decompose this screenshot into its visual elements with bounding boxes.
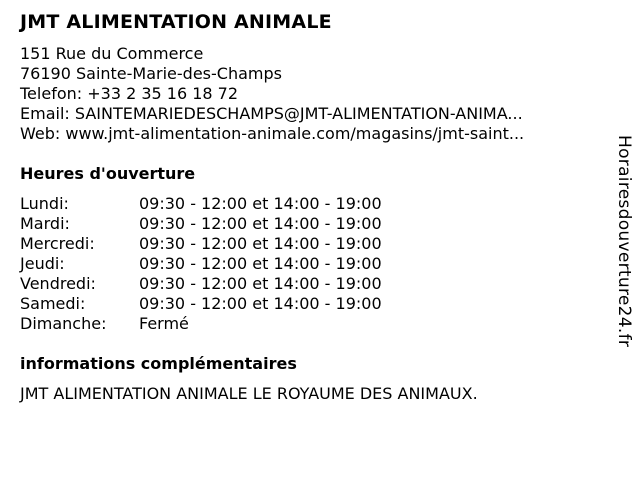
- site-brand-vertical: Horairesdouverture24.fr: [614, 135, 634, 348]
- additional-info-title: informations complémentaires: [20, 354, 297, 373]
- opening-hours-title: Heures d'ouverture: [20, 164, 196, 183]
- time-value: 09:30 - 12:00 et 14:00 - 19:00: [139, 194, 382, 213]
- store-info-card: [20, 10, 600, 404]
- additional-info-text: JMT ALIMENTATION ANIMALE LE ROYAUME DES ANIMAUX.: [20, 384, 478, 403]
- email-line: Email: SAINTEMARIEDESCHAMPS@JMT-ALIMENTATION-ANIMA...: [20, 104, 523, 123]
- time-value: 09:30 - 12:00 et 14:00 - 19:00: [139, 294, 382, 313]
- store-name: JMT ALIMENTATION ANIMALE: [20, 11, 332, 33]
- hours-row-tuesday: [20, 214, 600, 234]
- hours-row-thursday: [20, 254, 600, 274]
- hours-row-saturday: [20, 294, 600, 314]
- time-value: 09:30 - 12:00 et 14:00 - 19:00: [139, 254, 382, 273]
- hours-row-friday: [20, 274, 600, 294]
- day-label: Lundi:: [20, 194, 69, 213]
- hours-row-sunday: [20, 314, 600, 334]
- day-label: Jeudi:: [20, 254, 65, 273]
- day-label: Mardi:: [20, 214, 70, 233]
- time-value: 09:30 - 12:00 et 14:00 - 19:00: [139, 234, 382, 253]
- day-label: Vendredi:: [20, 274, 96, 293]
- web-line: Web: www.jmt-alimentation-animale.com/magasins/jmt-saint...: [20, 124, 525, 143]
- opening-hours-table: [20, 194, 600, 334]
- time-value: 09:30 - 12:00 et 14:00 - 19:00: [139, 274, 382, 293]
- hours-row-monday: [20, 194, 600, 214]
- hours-row-wednesday: [20, 234, 600, 254]
- address-line-2: 76190 Sainte-Marie-des-Champs: [20, 64, 282, 83]
- day-label: Dimanche:: [20, 314, 107, 333]
- time-value: Fermé: [139, 314, 189, 333]
- phone-line: Telefon: +33 2 35 16 18 72: [20, 84, 239, 103]
- day-label: Samedi:: [20, 294, 86, 313]
- time-value: 09:30 - 12:00 et 14:00 - 19:00: [139, 214, 382, 233]
- address-line-1: 151 Rue du Commerce: [20, 44, 204, 63]
- day-label: Mercredi:: [20, 234, 95, 253]
